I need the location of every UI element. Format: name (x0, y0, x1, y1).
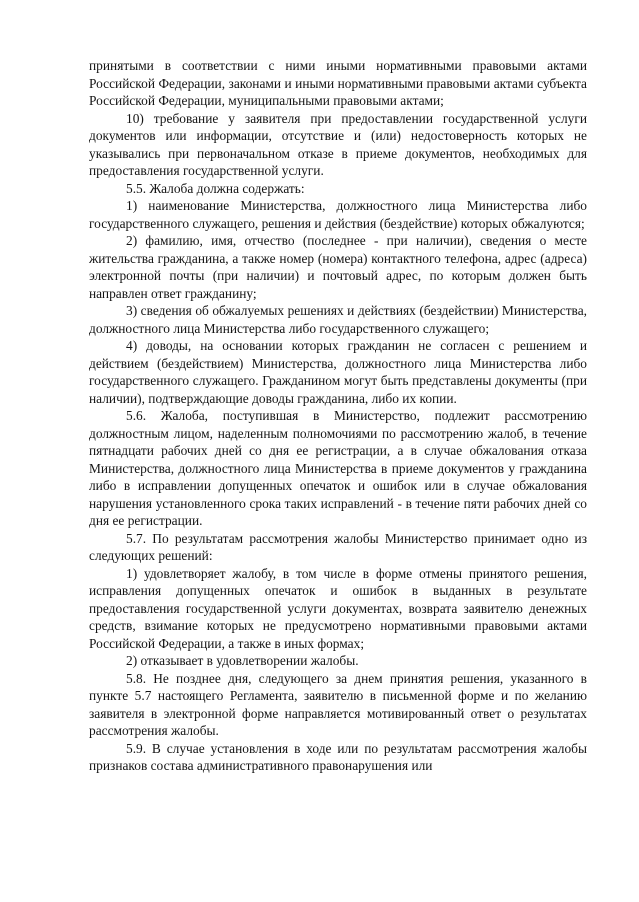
paragraph-5-7-item-2: 2) отказывает в удовлетворении жалобы. (126, 653, 359, 668)
paragraph-5-5-item-1: 1) наименование Министерства, должностного лица Министерства либо государственного служащего, решения и действия (бездействие) которых обжалуются; (89, 198, 587, 231)
paragraph-5-8: 5.8. Не позднее дня, следующего за днем принятия решения, указанного в пункте 5.7 настоящего Регламента, заявителю в письменной форме и по желанию заявителя в электронной форме направляется мотивированный ответ о результатах рассмотрения жалобы. (89, 670, 587, 738)
paragraph-5-7-item-1: 1) удовлетворяет жалобу, в том числе в форме отмены принятого решения, исправления допущенных опечаток и ошибок в выданных в результате предоставления государственной услуги документах, возврата заявителю денежных средств, взимание которых не предусмотрено нормативными правовыми актами Российской Федерации, а также в иных формах; (89, 565, 587, 651)
paragraph-5-5-item-2: 2) фамилию, имя, отчество (последнее - при наличии), сведения о месте жительства гражданина, а также номер (номера) контактного телефона, адрес (адреса) электронной почты (при наличии) и почтовый адрес, по которым должен быть направлен ответ гражданину; (89, 233, 587, 301)
paragraph-5-5-item-4: 4) доводы, на основании которых гражданин не согласен с решением и действием (бездействием) Министерства, должностного лица Министерства либо государственного служащего. Гражданином могут быть представлены документы (при наличии), подтверждающие доводы гражданина, либо их копии. (89, 338, 587, 406)
paragraph-item-10: 10) требование у заявителя при предоставлении государственной услуги документов или информации, отсутствие и (или) недостоверность которых не указывались при первоначальном отказе в приеме документов, необходимых для предоставления государственной услуги. (89, 110, 587, 178)
paragraph-continuation: принятыми в соответствии с ними иными нормативными правовыми актами Российской Федерации, законами и иными нормативными правовыми актами субъекта Российской Федерации, муниципальными правовыми актами; (89, 58, 587, 108)
paragraph-5-5-item-3: 3) сведения об обжалуемых решениях и действиях (бездействии) Министерства, должностного лица Министерства либо государственного служащего; (89, 303, 587, 336)
paragraph-5-5: 5.5. Жалоба должна содержать: (126, 180, 305, 196)
paragraph-5-6: 5.6. Жалоба, поступившая в Министерство, подлежит рассмотрению должностным лицом, наделенным полномочиями по рассмотрению жалоб, в течение пятнадцати рабочих дней со дня ее регистрации, а в случае обжалования отказа Министерства, должностного лица Министерства в приеме документов у гражданина либо в исправлении допущенных опечаток и ошибок или в случае обжалования нарушения установленного срока таких исправлений - в течение пяти рабочих дней со дня ее регистрации. (89, 408, 587, 528)
paragraph-5-7: 5.7. По результатам рассмотрения жалобы Министерство принимает одно из следующих решений: (89, 530, 587, 563)
paragraph-5-9: 5.9. В случае установления в ходе или по результатам рассмотрения жалобы признаков состава административного правонарушения или (89, 740, 587, 773)
